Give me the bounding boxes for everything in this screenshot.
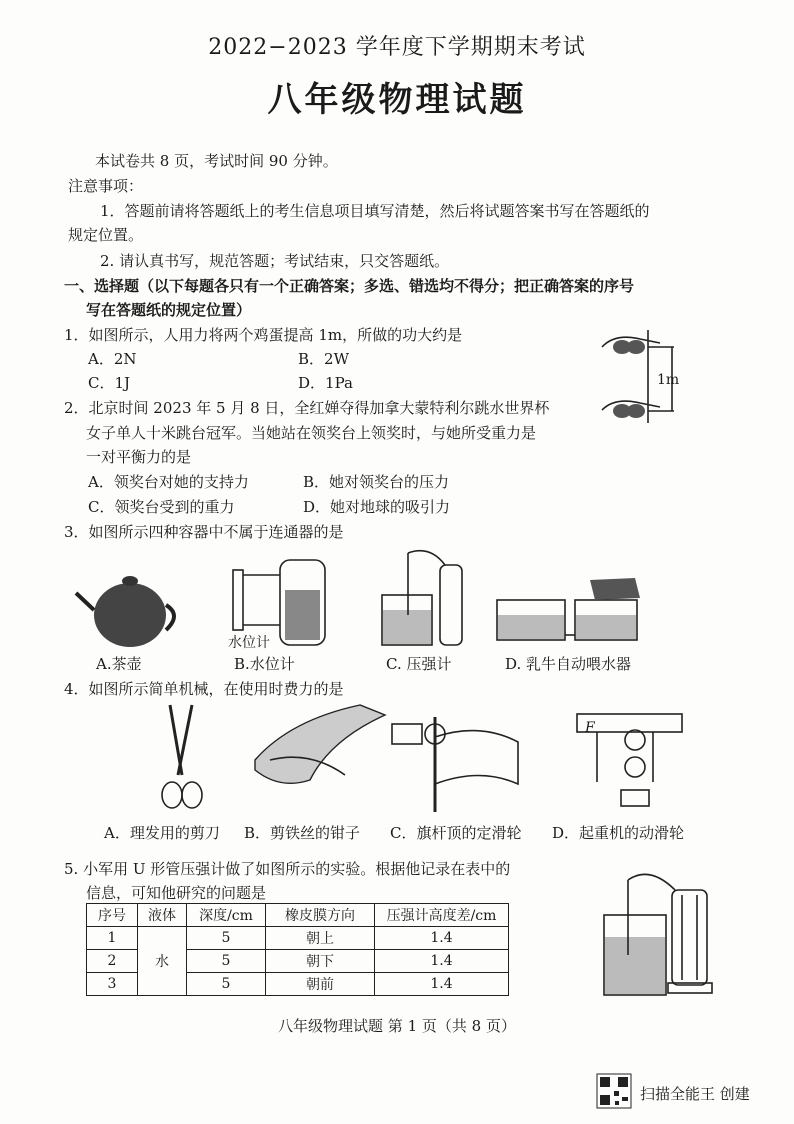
q5-data-table xyxy=(86,903,509,996)
note-2: 2. 请认真书写，规范答题；考试结束，只交答题纸。 xyxy=(100,252,450,270)
q3-option-d: D. 乳牛自动喂水器 xyxy=(505,655,632,673)
table-row xyxy=(87,927,509,950)
table-cell: 5 xyxy=(187,973,266,996)
q5-stem-2: 信息，可知他研究的问题是 xyxy=(86,884,267,902)
q2-option-c: C．领奖台受到的重力 xyxy=(88,498,235,516)
table-header: 序号 xyxy=(87,904,138,927)
exam-info: 本试卷共 8 页，考试时间 90 分钟。 xyxy=(95,152,338,170)
q3-option-a: A.茶壶 xyxy=(96,655,142,673)
table-header: 液体 xyxy=(138,904,187,927)
scissors-figure xyxy=(150,700,210,815)
table-cell: 3 xyxy=(87,973,138,996)
section-heading-cont: 写在答题纸的规定位置） xyxy=(86,301,252,319)
table-cell: 1.4 xyxy=(375,950,509,973)
table-cell: 朝下 xyxy=(266,950,375,973)
table-cell: 朝前 xyxy=(266,973,375,996)
q4-stem: 4．如图所示简单机械，在使用时费力的是 xyxy=(64,680,344,698)
pressure-gauge-figure xyxy=(370,545,480,650)
q2-stem-1: 2．北京时间 2023 年 5 月 8 日，全红婵夺得加拿大蒙特利尔跳水世界杯 xyxy=(64,399,550,417)
table-cell: 1.4 xyxy=(375,927,509,950)
scanner-watermark: 扫描全能王 创建 xyxy=(640,1085,750,1103)
u-tube-manometer-figure xyxy=(590,865,720,1000)
q2-option-d: D．她对地球的吸引力 xyxy=(303,498,451,516)
table-header: 深度/cm xyxy=(187,904,266,927)
egg-icon xyxy=(627,404,645,418)
exam-title: 2022−2023 学年度下学期期末考试 xyxy=(208,35,586,60)
subject-title: 八年级物理试题 xyxy=(267,80,527,120)
q1-option-c: C．1J xyxy=(88,374,131,392)
q2-stem-2: 女子单人十米跳台冠军。当她站在领奖台上领奖时，与她所受重力是 xyxy=(86,424,537,442)
table-cell: 1 xyxy=(87,927,138,950)
q1-option-d: D．1Pa xyxy=(298,374,353,392)
flagpole-pulley-figure xyxy=(390,712,530,812)
egg-icon xyxy=(627,340,645,354)
table-cell: 1.4 xyxy=(375,973,509,996)
table-header-row xyxy=(87,904,509,927)
q4-option-c: C．旗杆顶的定滑轮 xyxy=(390,824,522,842)
pliers-figure xyxy=(250,700,390,790)
q1-option-b: B．2W xyxy=(298,350,349,368)
q1-height-label: 1m xyxy=(657,372,680,388)
table-cell: 2 xyxy=(87,950,138,973)
table-cell: 5 xyxy=(187,950,266,973)
teapot-figure xyxy=(70,565,180,655)
section-heading: 一、选择题（以下每题各只有一个正确答案；多选、错选均不得分；把正确答案的序号 xyxy=(64,277,635,295)
q2-option-a: A．领奖台对她的支持力 xyxy=(88,473,249,491)
qr-code-icon xyxy=(597,1074,631,1108)
q4-option-d: D．起重机的动滑轮 xyxy=(552,824,685,842)
q3-option-c: C. 压强计 xyxy=(386,655,452,673)
q1-option-a: A．2N xyxy=(88,350,137,368)
q4-option-a: A．理发用的剪刀 xyxy=(104,824,220,842)
table-header: 压强计高度差/cm xyxy=(375,904,509,927)
table-cell: 朝上 xyxy=(266,927,375,950)
q3-stem: 3．如图所示四种容器中不属于连通器的是 xyxy=(64,523,344,541)
water-gauge-label: 水位计 xyxy=(228,635,270,651)
note-1: 1．答题前请将答题纸上的考生信息项目填写清楚，然后将试题答案书写在答题纸的 xyxy=(100,202,650,220)
q2-stem-3: 一对平衡力的是 xyxy=(86,448,192,466)
table-cell: 5 xyxy=(187,927,266,950)
q4-option-b: B．剪铁丝的钳子 xyxy=(244,824,361,842)
table-cell-liquid: 水 xyxy=(138,927,187,996)
q3-option-b: B.水位计 xyxy=(234,655,295,673)
cow-feeder-figure xyxy=(495,570,645,650)
note-1-cont: 规定位置。 xyxy=(68,226,144,244)
q4-force-label: F xyxy=(585,720,595,736)
q1-stem: 1．如图所示，人用力将两个鸡蛋提高 1m，所做的功大约是 xyxy=(64,326,463,344)
table-header: 橡皮膜方向 xyxy=(266,904,375,927)
notes-label: 注意事项： xyxy=(68,177,144,195)
q2-option-b: B．她对领奖台的压力 xyxy=(303,473,450,491)
page-footer: 八年级物理试题 第 1 页（共 8 页） xyxy=(278,1017,516,1035)
q5-stem-1: 5. 小军用 U 形管压强计做了如图所示的实验。根据他记录在表中的 xyxy=(64,860,511,878)
